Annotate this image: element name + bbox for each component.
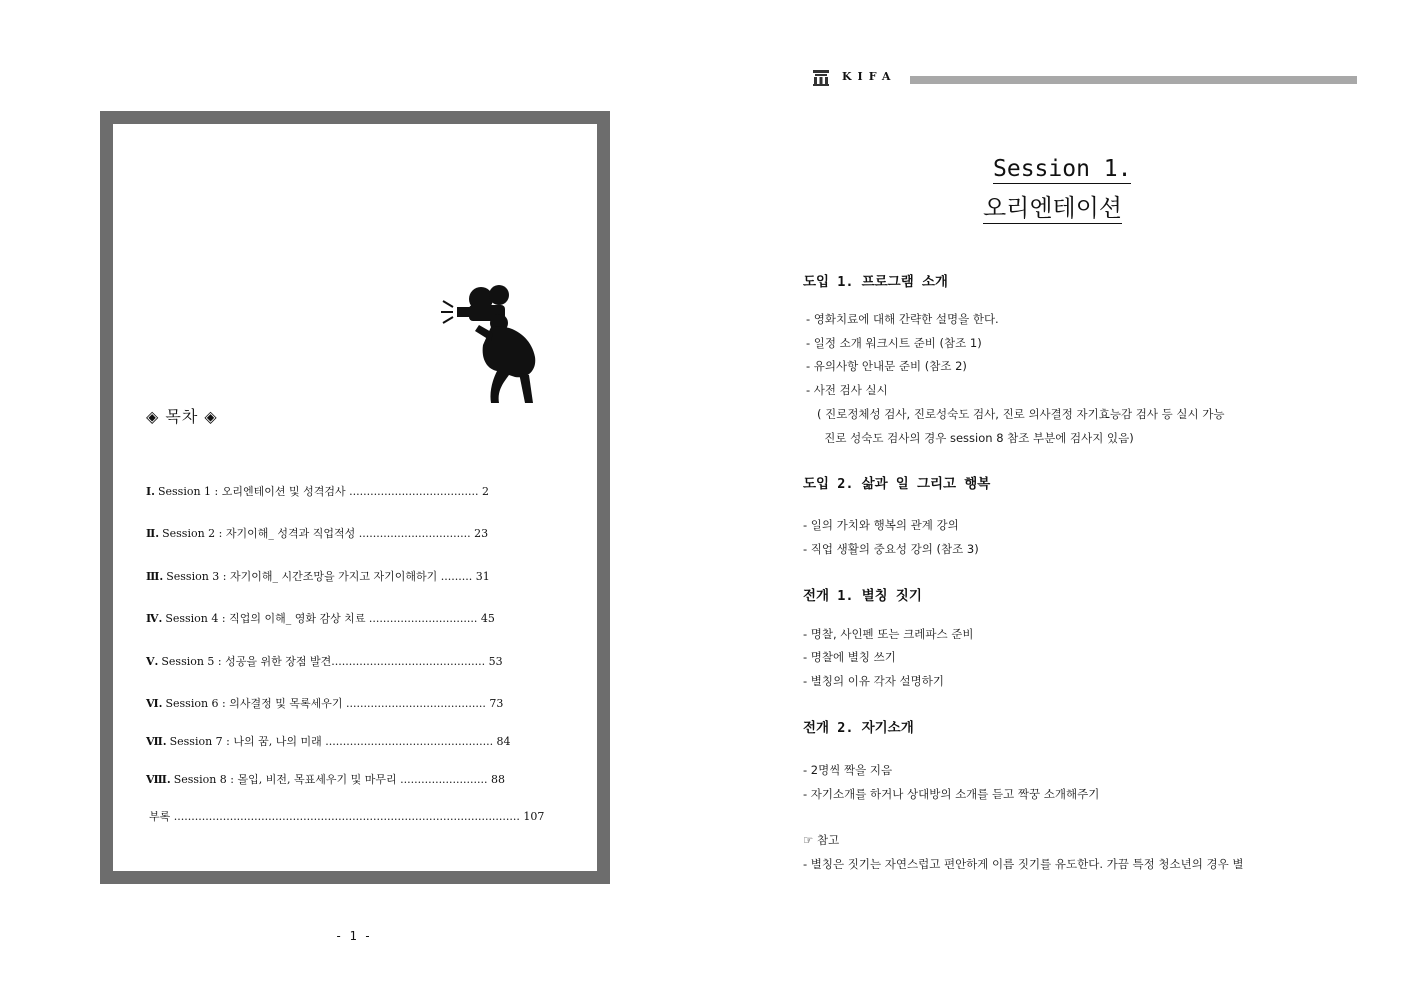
section-heading-develop-2: 전개 2. 자기소개 [803, 720, 914, 736]
filmmaker-illustration-icon [439, 279, 539, 409]
toc-frame [100, 111, 610, 884]
toc-item-number: Ⅷ. [146, 773, 171, 786]
toc-item-text: Session 8 : 몰입, 비전, 목표세우기 및 마무리 ......................... 88 [173, 773, 506, 786]
toc-item-text: Session 4 : 직업의 이해_ 영화 감상 치료 ............................... 45 [165, 612, 495, 625]
toc-item-number: Ⅵ. [146, 697, 163, 710]
section-line: - 직업 생활의 중요성 강의 (참조 3) [803, 542, 979, 556]
toc-item-text: Session 2 : 자기이해_ 성격과 직업적성 ................................ 23 [162, 527, 489, 540]
toc-item-text: Session 3 : 자기이해_ 시간조망을 가지고 자기이해하기 ......... 31 [166, 570, 490, 583]
section-line: - 일정 소개 워크시트 준비 (참조 1) [806, 336, 982, 350]
session-subtitle: 오리엔테이션 [983, 194, 1123, 222]
section-heading-develop-1: 전개 1. 별칭 짓기 [803, 588, 922, 604]
page-number: - 1 - [335, 929, 372, 943]
section-line: - 명찰, 사인펜 또는 크레파스 준비 [803, 627, 974, 641]
toc-item-text: 부록 ................................................................................................... 107 [149, 810, 545, 823]
section-line: - 사전 검사 실시 [806, 383, 888, 397]
section-line: - 영화치료에 대해 간략한 설명을 한다. [806, 312, 999, 326]
toc-item-text: Session 7 : 나의 꿈, 나의 미래 ................................................ 84 [169, 735, 511, 748]
toc-item-number: Ⅰ. [146, 485, 155, 498]
toc-item-number: Ⅳ. [146, 612, 163, 625]
kifa-logo-icon [812, 68, 830, 86]
section-line: - 유의사항 안내문 준비 (참조 2) [806, 359, 967, 373]
toc-heading: ◈ 목차 ◈ [146, 407, 218, 426]
toc-item-session-7[interactable] [146, 733, 566, 749]
toc-item-text: Session 1 : 오리엔테이션 및 성격검사 ..................................... 2 [157, 485, 489, 498]
toc-item-number: Ⅴ. [146, 655, 159, 668]
toc-item-session-5[interactable] [146, 653, 566, 669]
note-line: - 별칭은 짓기는 자연스럽고 편안하게 이름 짓기를 유도한다. 가끔 특정 청소년의 경우 별 [803, 857, 1244, 871]
toc-item-text: Session 6 : 의사결정 및 목록세우기 ........................................ 73 [165, 697, 504, 710]
section-line: - 2명씩 짝을 지음 [803, 763, 893, 777]
toc-item-session-8[interactable] [146, 771, 566, 787]
section-line: - 자기소개를 하거나 상대방의 소개를 듣고 짝꿍 소개해주기 [803, 787, 1100, 801]
section-line: 진로 성숙도 검사의 경우 session 8 참조 부분에 검사지 있음) [806, 431, 1134, 445]
toc-item-session-3[interactable] [146, 568, 566, 584]
section-heading-intro-1: 도입 1. 프로그램 소개 [803, 274, 948, 290]
section-line: - 별칭의 이유 각자 설명하기 [803, 674, 944, 688]
session-title: Session 1. [993, 156, 1132, 182]
toc-item-appendix[interactable] [146, 808, 566, 824]
kifa-name: KIFA [842, 70, 897, 83]
toc-item-session-4[interactable] [146, 610, 566, 626]
toc-item-number: Ⅲ. [146, 570, 164, 583]
header-divider [910, 76, 1357, 84]
toc-item-number: Ⅶ. [146, 735, 167, 748]
note-label: ☞ 참고 [803, 833, 840, 847]
toc-item-text: Session 5 : 성공을 위한 장점 발견............................................ 53 [161, 655, 503, 668]
toc-item-number: Ⅱ. [146, 527, 160, 540]
toc-item-session-6[interactable] [146, 695, 566, 711]
section-line: - 명찰에 별칭 쓰기 [803, 650, 896, 664]
section-line: - 일의 가치와 행복의 관계 강의 [803, 518, 959, 532]
toc-item-session-1[interactable] [146, 483, 566, 499]
toc-item-session-2[interactable] [146, 525, 566, 541]
section-heading-intro-2: 도입 2. 삶과 일 그리고 행복 [803, 476, 991, 492]
section-line: ( 진로정체성 검사, 진로성숙도 검사, 진로 의사결정 자기효능감 검사 등 실시 가능 [806, 407, 1225, 421]
